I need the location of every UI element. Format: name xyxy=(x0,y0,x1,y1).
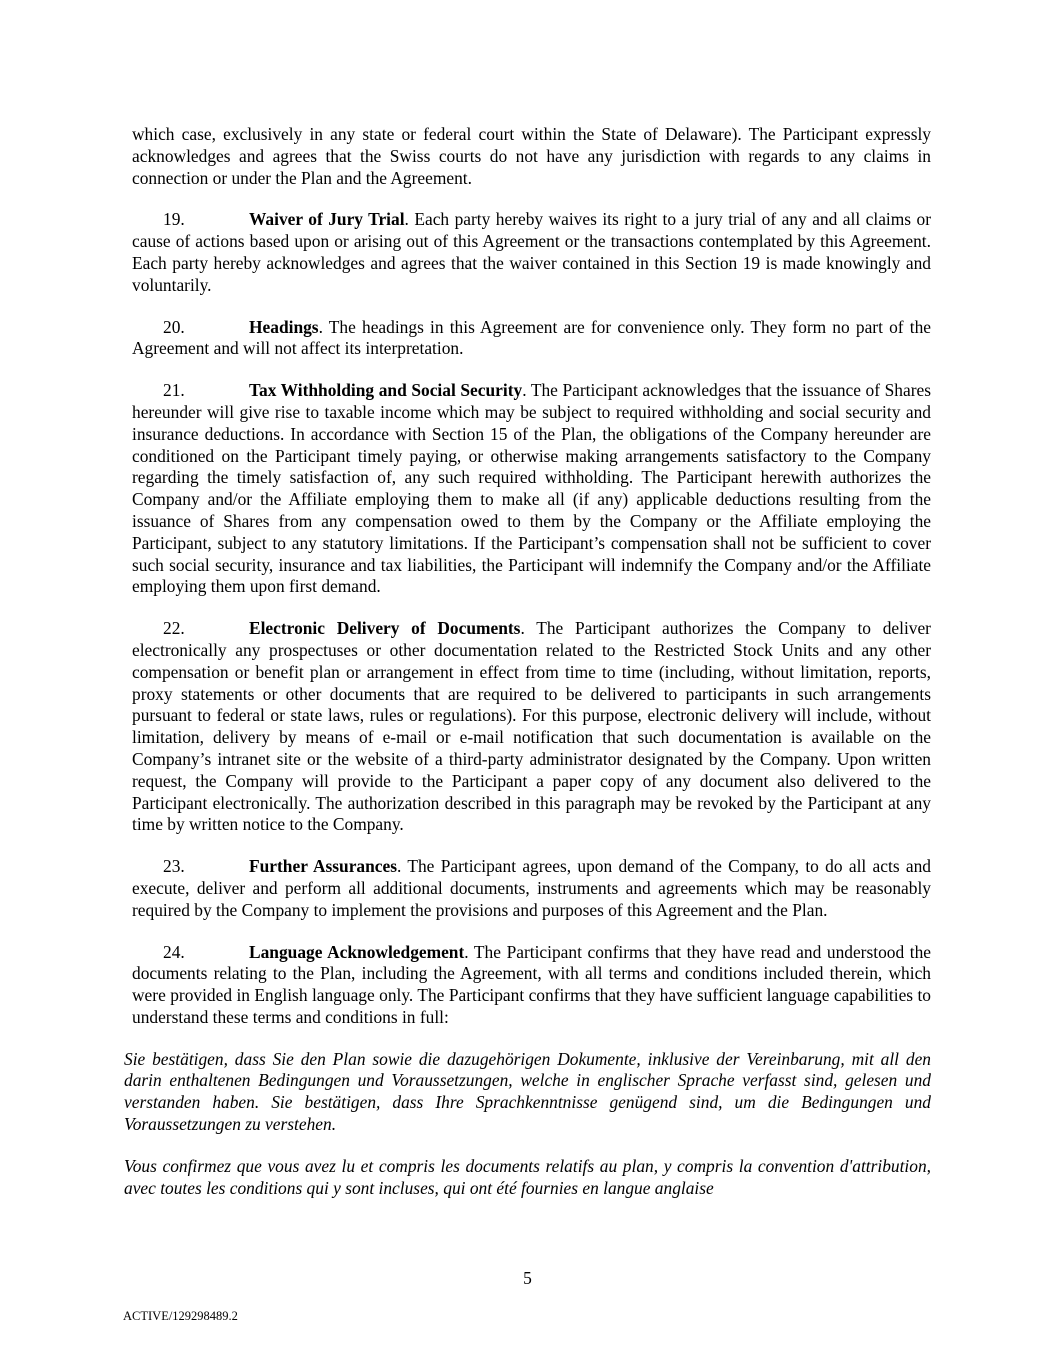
section-text: . Each party hereby waives its right to a jury trial of any and all claims or cause of actions based upon or arising out of this Agreement or the transactions contemplated by this Agreement. Each party hereby acknowledges and agrees that the waiver contained in this Section 19 is made knowingly and voluntarily. xyxy=(132,209,931,295)
page-number: 5 xyxy=(523,1268,532,1288)
section-19 xyxy=(132,209,931,296)
document-body xyxy=(124,124,932,1219)
section-text: . The Participant acknowledges that the issuance of Shares hereunder will give rise to taxable income which may be subject to required withholding and social security and insurance deductions. In accordance with Section 15 of the Plan, the obligations of the Company hereunder are conditioned on the Participant timely paying, or otherwise making arrangements satisfactory to the Company regarding the timely satisfaction of, any such required withholding. The Participant herewith authorizes the Company and/or the Affiliate employing them to make all (if any) applicable deductions resulting from the issuance of Shares from any compensation owed to them by the Company or the Affiliate employing the Participant, subject to any statutory limitations. If the Participant’s compensation shall not be sufficient to cover such social security, insurance and tax liabilities, the Participant will indemnify the Company and/or the Affiliate employing them upon first demand. xyxy=(132,380,931,597)
section-number: 21. xyxy=(163,380,185,401)
section-text: . The headings in this Agreement are for convenience only. They form no part of the Agreement and will not affect its interpretation. xyxy=(132,316,931,359)
section-number: 24. xyxy=(163,941,185,962)
section-heading: Further Assurances xyxy=(249,856,398,877)
section-number: 22. xyxy=(163,618,185,639)
section-21 xyxy=(132,380,931,598)
section-heading: Waiver of Jury Trial xyxy=(249,209,405,230)
section-heading: Language Acknowledgement xyxy=(249,941,465,962)
document-id: ACTIVE/129298489.2 xyxy=(123,1309,238,1323)
french-translation: Vous confirmez que vous avez lu et compris les documents relatifs au plan, y compris la convention d'attribution, avec toutes les conditions qui y sont incluses, qui ont été fournies en langue anglaise xyxy=(124,1155,931,1198)
section-22 xyxy=(132,618,931,836)
section-heading: Headings xyxy=(249,316,319,337)
german-translation: Sie bestätigen, dass Sie den Plan sowie die dazugehörigen Dokumente, inklusive der Vereinbarung, mit all den darin enthaltenen Bedingungen und Voraussetzungen, welche in englischer Sprache verfasst sind, gelesen und verstanden haben. Sie bestätigen, dass Ihre Sprachkenntnisse genügend sind, um die Bedingungen und Voraussetzungen zu verstehen. xyxy=(124,1048,931,1135)
section-heading: Electronic Delivery of Documents xyxy=(249,618,521,639)
section-text: . The Participant agrees, upon demand of the Company, to do all acts and execute, deliver and perform all additional documents, instruments and agreements which may be reasonably required by the Company to implement the provisions and purposes of this Agreement and the Plan. xyxy=(132,856,932,920)
section-text: . The Participant authorizes the Company to deliver electronically any prospectuses or other documentation related to the Restricted Stock Units and any other compensation or benefit plan or arrangement in effect from time to time (including, without limitation, reports, proxy statements or other documents that are required to be delivered to participants in such arrangements pursuant to federal or state laws, rules or regulations). For this purpose, electronic delivery will include, without limitation, delivery by means of e-mail or e-mail notification that such documentation is available on the Company’s intranet site or the website of a third-party administrator designated by the Company. Upon written request, the Company will provide to the Participant a paper copy of any document also delivered to the Participant electronically. The authorization described in this paragraph may be revoked by the Participant at any time by written notice to the Company. xyxy=(132,618,931,835)
section-number: 20. xyxy=(163,316,185,337)
section-23 xyxy=(132,856,931,921)
section-text: . The Participant confirms that they have read and understood the documents relating to the Plan, including the Agreement, with all terms and conditions included therein, which were provided in English language only. The Participant confirms that they have sufficient language capabilities to understand these terms and conditions in full: xyxy=(132,941,932,1027)
section-20 xyxy=(132,317,931,361)
section-number: 19. xyxy=(163,209,185,230)
intro-paragraph: which case, exclusively in any state or federal court within the State of Delaware). The Participant expressly acknowledges and agrees that the Swiss courts do not have any jurisdiction with regards to any claims in connection or under the Plan and the Agreement. xyxy=(132,124,931,188)
section-heading: Tax Withholding and Social Security xyxy=(249,380,523,401)
section-number: 23. xyxy=(163,856,185,877)
section-24 xyxy=(132,942,931,1029)
